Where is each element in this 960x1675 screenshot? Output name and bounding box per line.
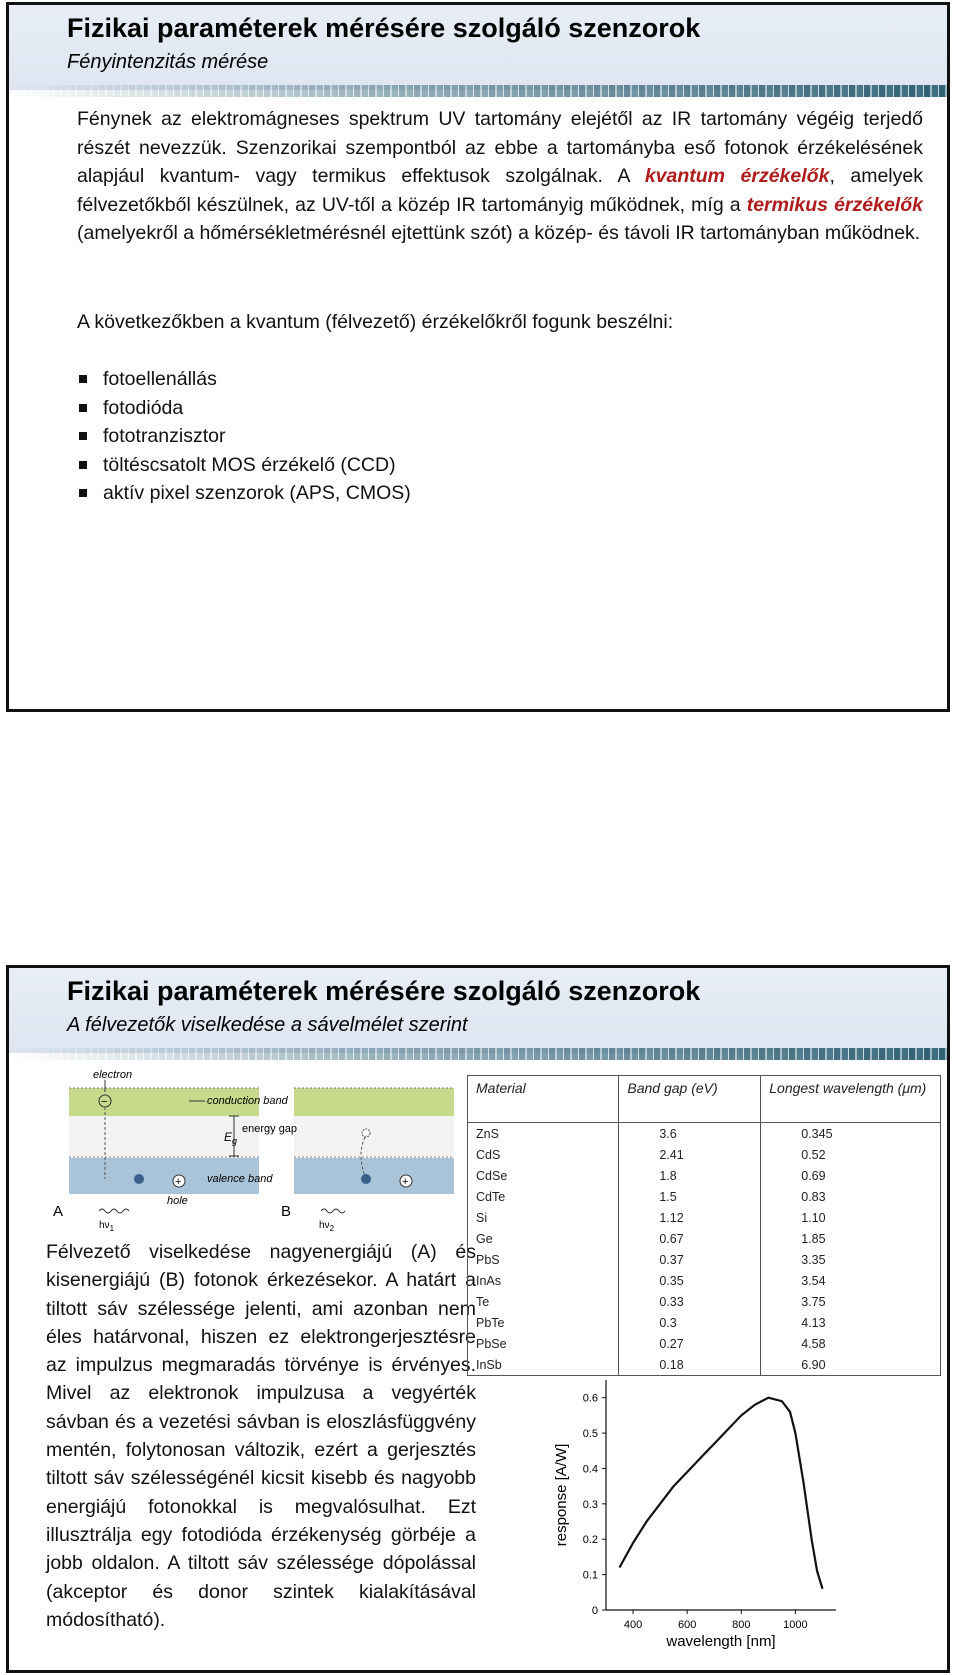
table-row	[468, 1312, 941, 1333]
table-row	[468, 1291, 941, 1312]
wavelength-cell: 3.54	[761, 1270, 941, 1291]
y-tick-label: 0.6	[582, 1392, 598, 1405]
band-gap-cell: 2.41	[619, 1144, 761, 1165]
material-cell: CdS	[468, 1144, 619, 1165]
material-cell: InSb	[468, 1354, 619, 1376]
table-row	[468, 1165, 941, 1186]
material-cell: PbS	[468, 1249, 619, 1270]
band-gap-cell: 3.6	[619, 1123, 761, 1145]
wavelength-cell: 3.75	[761, 1291, 941, 1312]
wavelength-cell: 6.90	[761, 1354, 941, 1376]
band-gap-cell: 0.35	[619, 1270, 761, 1291]
wavelength-cell: 1.10	[761, 1207, 941, 1228]
material-cell: PbSe	[468, 1333, 619, 1354]
material-cell: CdSe	[468, 1165, 619, 1186]
photon-a-wave	[99, 1209, 129, 1213]
table-row	[468, 1249, 941, 1270]
response-curve	[620, 1398, 823, 1589]
table-row	[468, 1207, 941, 1228]
plus-sign: +	[402, 1176, 409, 1188]
label-valence-band: valence band	[207, 1173, 273, 1185]
table-row	[468, 1186, 941, 1207]
band-gap-cell: 0.18	[619, 1354, 761, 1376]
list-item: fotodióda	[77, 394, 411, 423]
highlight-quantum-sensors: kvantum érzékelők	[644, 165, 830, 187]
column-header: Band gap (eV)	[619, 1076, 761, 1123]
band-gap-cell: 0.37	[619, 1249, 761, 1270]
wavelength-cell: 4.13	[761, 1312, 941, 1333]
material-cell: PbTe	[468, 1312, 619, 1333]
text-run: (amelyekről a hőmérsékletmérésnél ejtettünk szót) a közép- és távoli IR tartományban működnek.	[77, 222, 921, 244]
label-hv1: $h\nu_1$	[99, 1220, 115, 1233]
sensor-list	[77, 365, 411, 508]
material-cell: CdTe	[468, 1186, 619, 1207]
label-conduction-band: conduction band	[207, 1095, 288, 1107]
intro-paragraph	[77, 105, 923, 248]
band-gap-cell: 0.3	[619, 1312, 761, 1333]
x-tick-label: 1000	[783, 1619, 808, 1631]
slide-1	[6, 2, 950, 712]
table-row	[468, 1270, 941, 1291]
slide-subtitle: Fényintenzitás mérése	[67, 51, 269, 73]
band-diagram	[39, 1066, 469, 1236]
table-row	[468, 1144, 941, 1165]
wavelength-cell: 0.69	[761, 1165, 941, 1186]
wavelength-cell: 4.58	[761, 1333, 941, 1354]
x-tick-label: 800	[732, 1619, 751, 1631]
label-hole: hole	[167, 1195, 188, 1207]
band-gap-cell: 1.8	[619, 1165, 761, 1186]
y-axis-label: response [A/W]	[553, 1443, 570, 1547]
list-item: aktív pixel szenzorok (APS, CMOS)	[77, 479, 411, 508]
table-row	[468, 1333, 941, 1354]
x-axis-label: wavelength [nm]	[666, 1633, 776, 1650]
material-cell: Si	[468, 1207, 619, 1228]
conduction-band-b	[294, 1088, 454, 1116]
plus-sign: +	[175, 1176, 182, 1188]
label-electron: electron	[93, 1069, 133, 1081]
slide-title: Fizikai paraméterek mérésére szolgáló szenzorok	[67, 976, 701, 1006]
y-tick-label: 0	[591, 1605, 598, 1617]
text-run: , amelyek félvezetőkből készülnek, az UV-től a közép IR tartományig működnek, míg a	[77, 165, 923, 216]
header-decoration	[9, 85, 947, 97]
y-tick-label: 0.1	[582, 1569, 598, 1582]
table-row	[468, 1123, 941, 1145]
band-gap-table	[467, 1075, 941, 1376]
valence-band-b	[294, 1158, 454, 1194]
label-a: A	[53, 1203, 64, 1220]
electron-dot-b	[361, 1174, 371, 1184]
y-tick-label: 0.4	[582, 1463, 598, 1476]
list-item: fotoellenállás	[77, 365, 411, 394]
text-run: Fénynek az elektromágneses spektrum UV tartomány elejétől az IR tartomány végéig terjedő részét nevezzük. Szenzorikai szempontból az ebbe a tartományba eső fotonok érzékelésének alapjául kvantum- vagy termikus effektusok szolgálnak. A	[77, 108, 923, 187]
y-tick-label: 0.5	[582, 1428, 598, 1441]
response-chart	[544, 1368, 864, 1658]
label-hv2: $h\nu_2$	[319, 1220, 335, 1233]
gap-region-b	[294, 1116, 454, 1156]
column-header: Material	[468, 1076, 619, 1123]
y-tick-label: 0.3	[582, 1498, 598, 1511]
table-header-row	[468, 1076, 941, 1123]
label-energy-gap: energy gap	[242, 1123, 298, 1135]
wavelength-cell: 0.83	[761, 1186, 941, 1207]
material-cell: Ge	[468, 1228, 619, 1249]
label-eg: $E_g$	[224, 1130, 238, 1146]
list-item: töltéscsatolt MOS érzékelő (CCD)	[77, 451, 411, 480]
virtual-state-icon	[362, 1129, 370, 1137]
wavelength-cell: 0.345	[761, 1123, 941, 1145]
material-cell: InAs	[468, 1270, 619, 1291]
lead-in-paragraph: A következőkben a kvantum (félvezető) érzékelőkről fogunk beszélni:	[77, 311, 674, 333]
band-gap-cell: 0.33	[619, 1291, 761, 1312]
wavelength-cell: 0.52	[761, 1144, 941, 1165]
slide-2	[6, 965, 950, 1673]
x-tick-label: 400	[623, 1619, 643, 1631]
list-item: fototranzisztor	[77, 422, 411, 451]
band-gap-cell: 1.5	[619, 1186, 761, 1207]
x-tick-label: 600	[677, 1619, 697, 1631]
wavelength-cell: 1.85	[761, 1228, 941, 1249]
highlight-thermal-sensors: termikus érzékelők	[746, 193, 923, 216]
photon-b-wave	[321, 1209, 345, 1213]
y-tick-label: 0.2	[582, 1534, 598, 1547]
label-b: B	[281, 1203, 292, 1220]
material-cell: ZnS	[468, 1123, 619, 1145]
column-header: Longest wavelength (μm)	[761, 1076, 941, 1123]
wavelength-cell: 3.35	[761, 1249, 941, 1270]
band-gap-cell: 0.67	[619, 1228, 761, 1249]
header-decoration	[9, 1048, 947, 1060]
slide-title: Fizikai paraméterek mérésére szolgáló szenzorok	[67, 13, 701, 43]
band-gap-cell: 0.27	[619, 1333, 761, 1354]
hole-electron-dot	[134, 1174, 144, 1184]
band-gap-cell: 1.12	[619, 1207, 761, 1228]
explanation-paragraph: Félvezető viselkedése nagyenergiájú (A) és kisenergiájú (B) fotonok érkezésekor. A határt a tiltott sáv szélessége jelenti, ami azonban nem éles határvonal, hiszen ez elektrongerjesztésre az impulzus megmaradás törvénye is érvényes. Mivel az elektronok impulzusa a vegyérték sávban és a vezetési sávban is eloszlásfüggvény mentén, folytonosan változik, ezért a gerjesztés tiltott sáv szélességénél kicsit kisebb és nagyobb energiájú fotonokkal is megvalósulhat. Ezt illusztrálja egy fotodióda érzékenység görbéje a jobb oldalon. A tiltott sáv szélessége dópolással (akceptor és donor szintek kialakításával módosítható).	[46, 1241, 476, 1631]
table-row	[468, 1228, 941, 1249]
slide-subtitle: A félvezetők viselkedése a sávelmélet szerint	[67, 1014, 468, 1036]
material-cell: Te	[468, 1291, 619, 1312]
minus-sign: −	[101, 1096, 108, 1108]
